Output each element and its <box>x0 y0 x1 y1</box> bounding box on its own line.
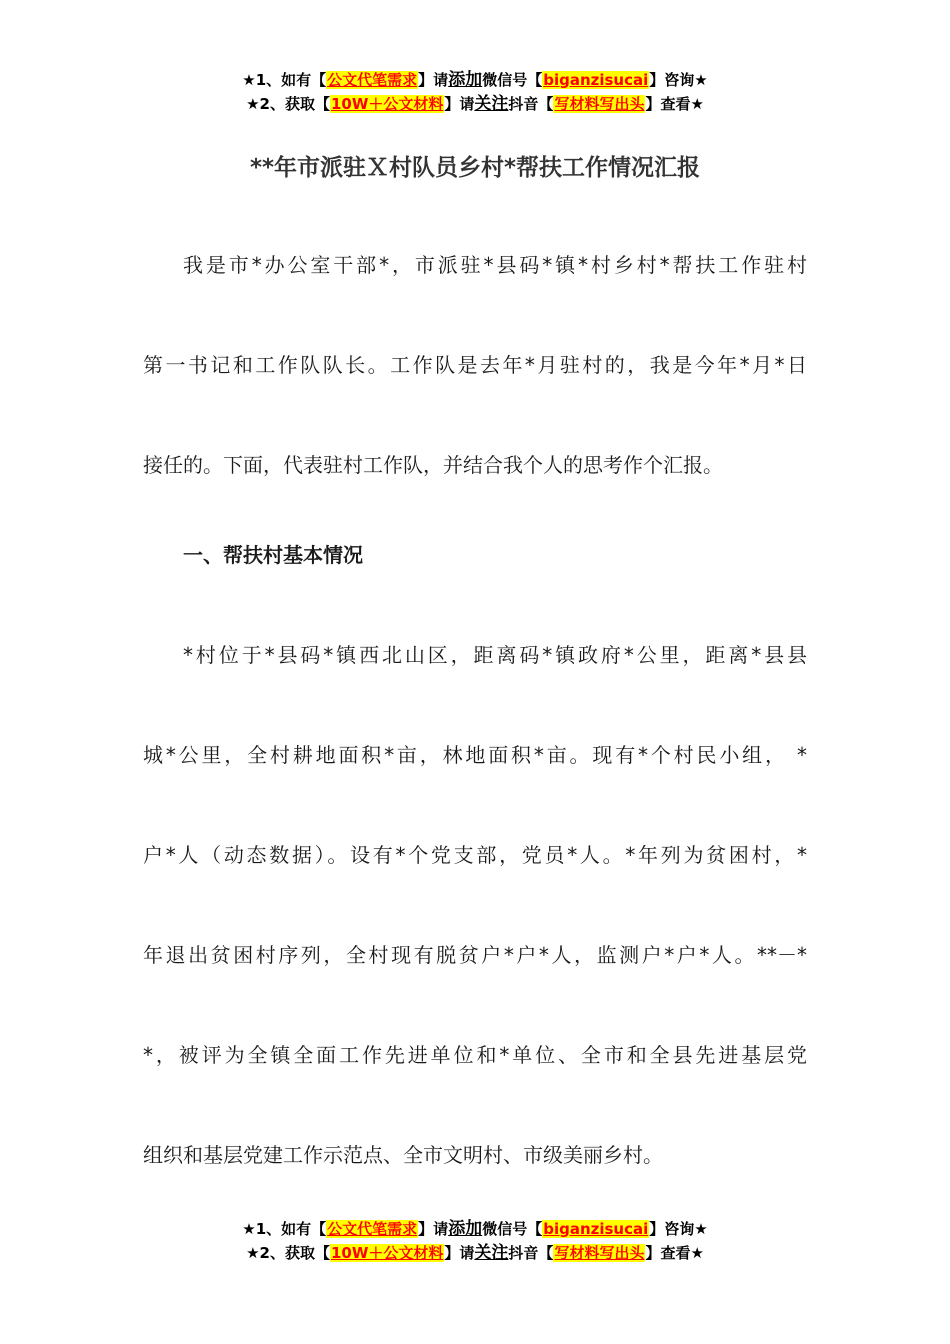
promo-emphasis: 添加 <box>448 70 483 90</box>
promo-text: ★2、获取【 <box>246 95 330 113</box>
promo-highlight: 公文代笔需求 <box>327 71 418 89</box>
promo-text: 】请 <box>444 1244 475 1262</box>
body-line: 我是市*办公室干部*，市派驻*县码*镇*村乡村*帮扶工作驻村 <box>183 253 807 277</box>
promo-line-2 <box>0 92 950 116</box>
promo-text: 抖音【 <box>508 1244 554 1262</box>
promo-highlight: 公文代笔需求 <box>327 1220 418 1238</box>
body-line: 接任的。下面，代表驻村工作队，并结合我个人的思考作个汇报。 <box>143 453 723 477</box>
promo-emphasis: 添加 <box>448 1219 483 1239</box>
section-heading: 一、帮扶村基本情况 <box>183 543 363 567</box>
promo-douyin-id: 写材料写出头 <box>554 1244 645 1262</box>
promo-line-1 <box>0 1217 950 1241</box>
promo-highlight: 10W＋公文材料 <box>330 95 444 113</box>
body-line: *，被评为全镇全面工作先进单位和*单位、全市和全县先进基层党 <box>143 1043 807 1067</box>
promo-text: ★1、如有【 <box>242 71 327 89</box>
promo-text: 】查看★ <box>645 95 704 113</box>
promo-text: 】请 <box>418 71 449 89</box>
body-line: 户*人（动态数据）。设有*个党支部，党员*人。*年列为贫困村，* <box>143 843 807 867</box>
body-line: 第一书记和工作队队长。工作队是去年*月驻村的，我是今年*月*日 <box>143 353 807 377</box>
body-line: 年退出贫困村序列，全村现有脱贫户*户*人，监测户*户*人。**－* <box>143 943 807 967</box>
promo-line-2 <box>0 1241 950 1265</box>
promo-emphasis: 关注 <box>474 94 509 114</box>
promo-text: 】请 <box>418 1220 449 1238</box>
promo-wechat-id: biganzisucai <box>543 1220 649 1238</box>
promo-text: 抖音【 <box>508 95 554 113</box>
promo-text: 】咨询★ <box>649 71 708 89</box>
promo-wechat-id: biganzisucai <box>543 71 649 89</box>
promo-text: 】查看★ <box>645 1244 704 1262</box>
bottom-promo-banner <box>0 1217 950 1265</box>
promo-emphasis: 关注 <box>474 1243 509 1263</box>
body-line: 城*公里，全村耕地面积*亩，林地面积*亩。现有*个村民小组， * <box>143 743 807 767</box>
promo-text: 】咨询★ <box>649 1220 708 1238</box>
document-body <box>143 230 807 1220</box>
body-line: 组织和基层党建工作示范点、全市文明村、市级美丽乡村。 <box>143 1143 663 1167</box>
promo-line-1 <box>0 68 950 92</box>
body-line: *村位于*县码*镇西北山区，距离码*镇政府*公里，距离*县县 <box>183 643 807 667</box>
promo-text: ★2、获取【 <box>246 1244 330 1262</box>
promo-text: 微信号【 <box>482 71 543 89</box>
promo-highlight: 10W＋公文材料 <box>330 1244 444 1262</box>
promo-text: ★1、如有【 <box>242 1220 327 1238</box>
document-title: **年市派驻Ｘ村队员乡村*帮扶工作情况汇报 <box>249 155 701 181</box>
top-promo-banner <box>0 68 950 116</box>
promo-text: 】请 <box>444 95 475 113</box>
promo-text: 微信号【 <box>482 1220 543 1238</box>
promo-douyin-id: 写材料写出头 <box>554 95 645 113</box>
